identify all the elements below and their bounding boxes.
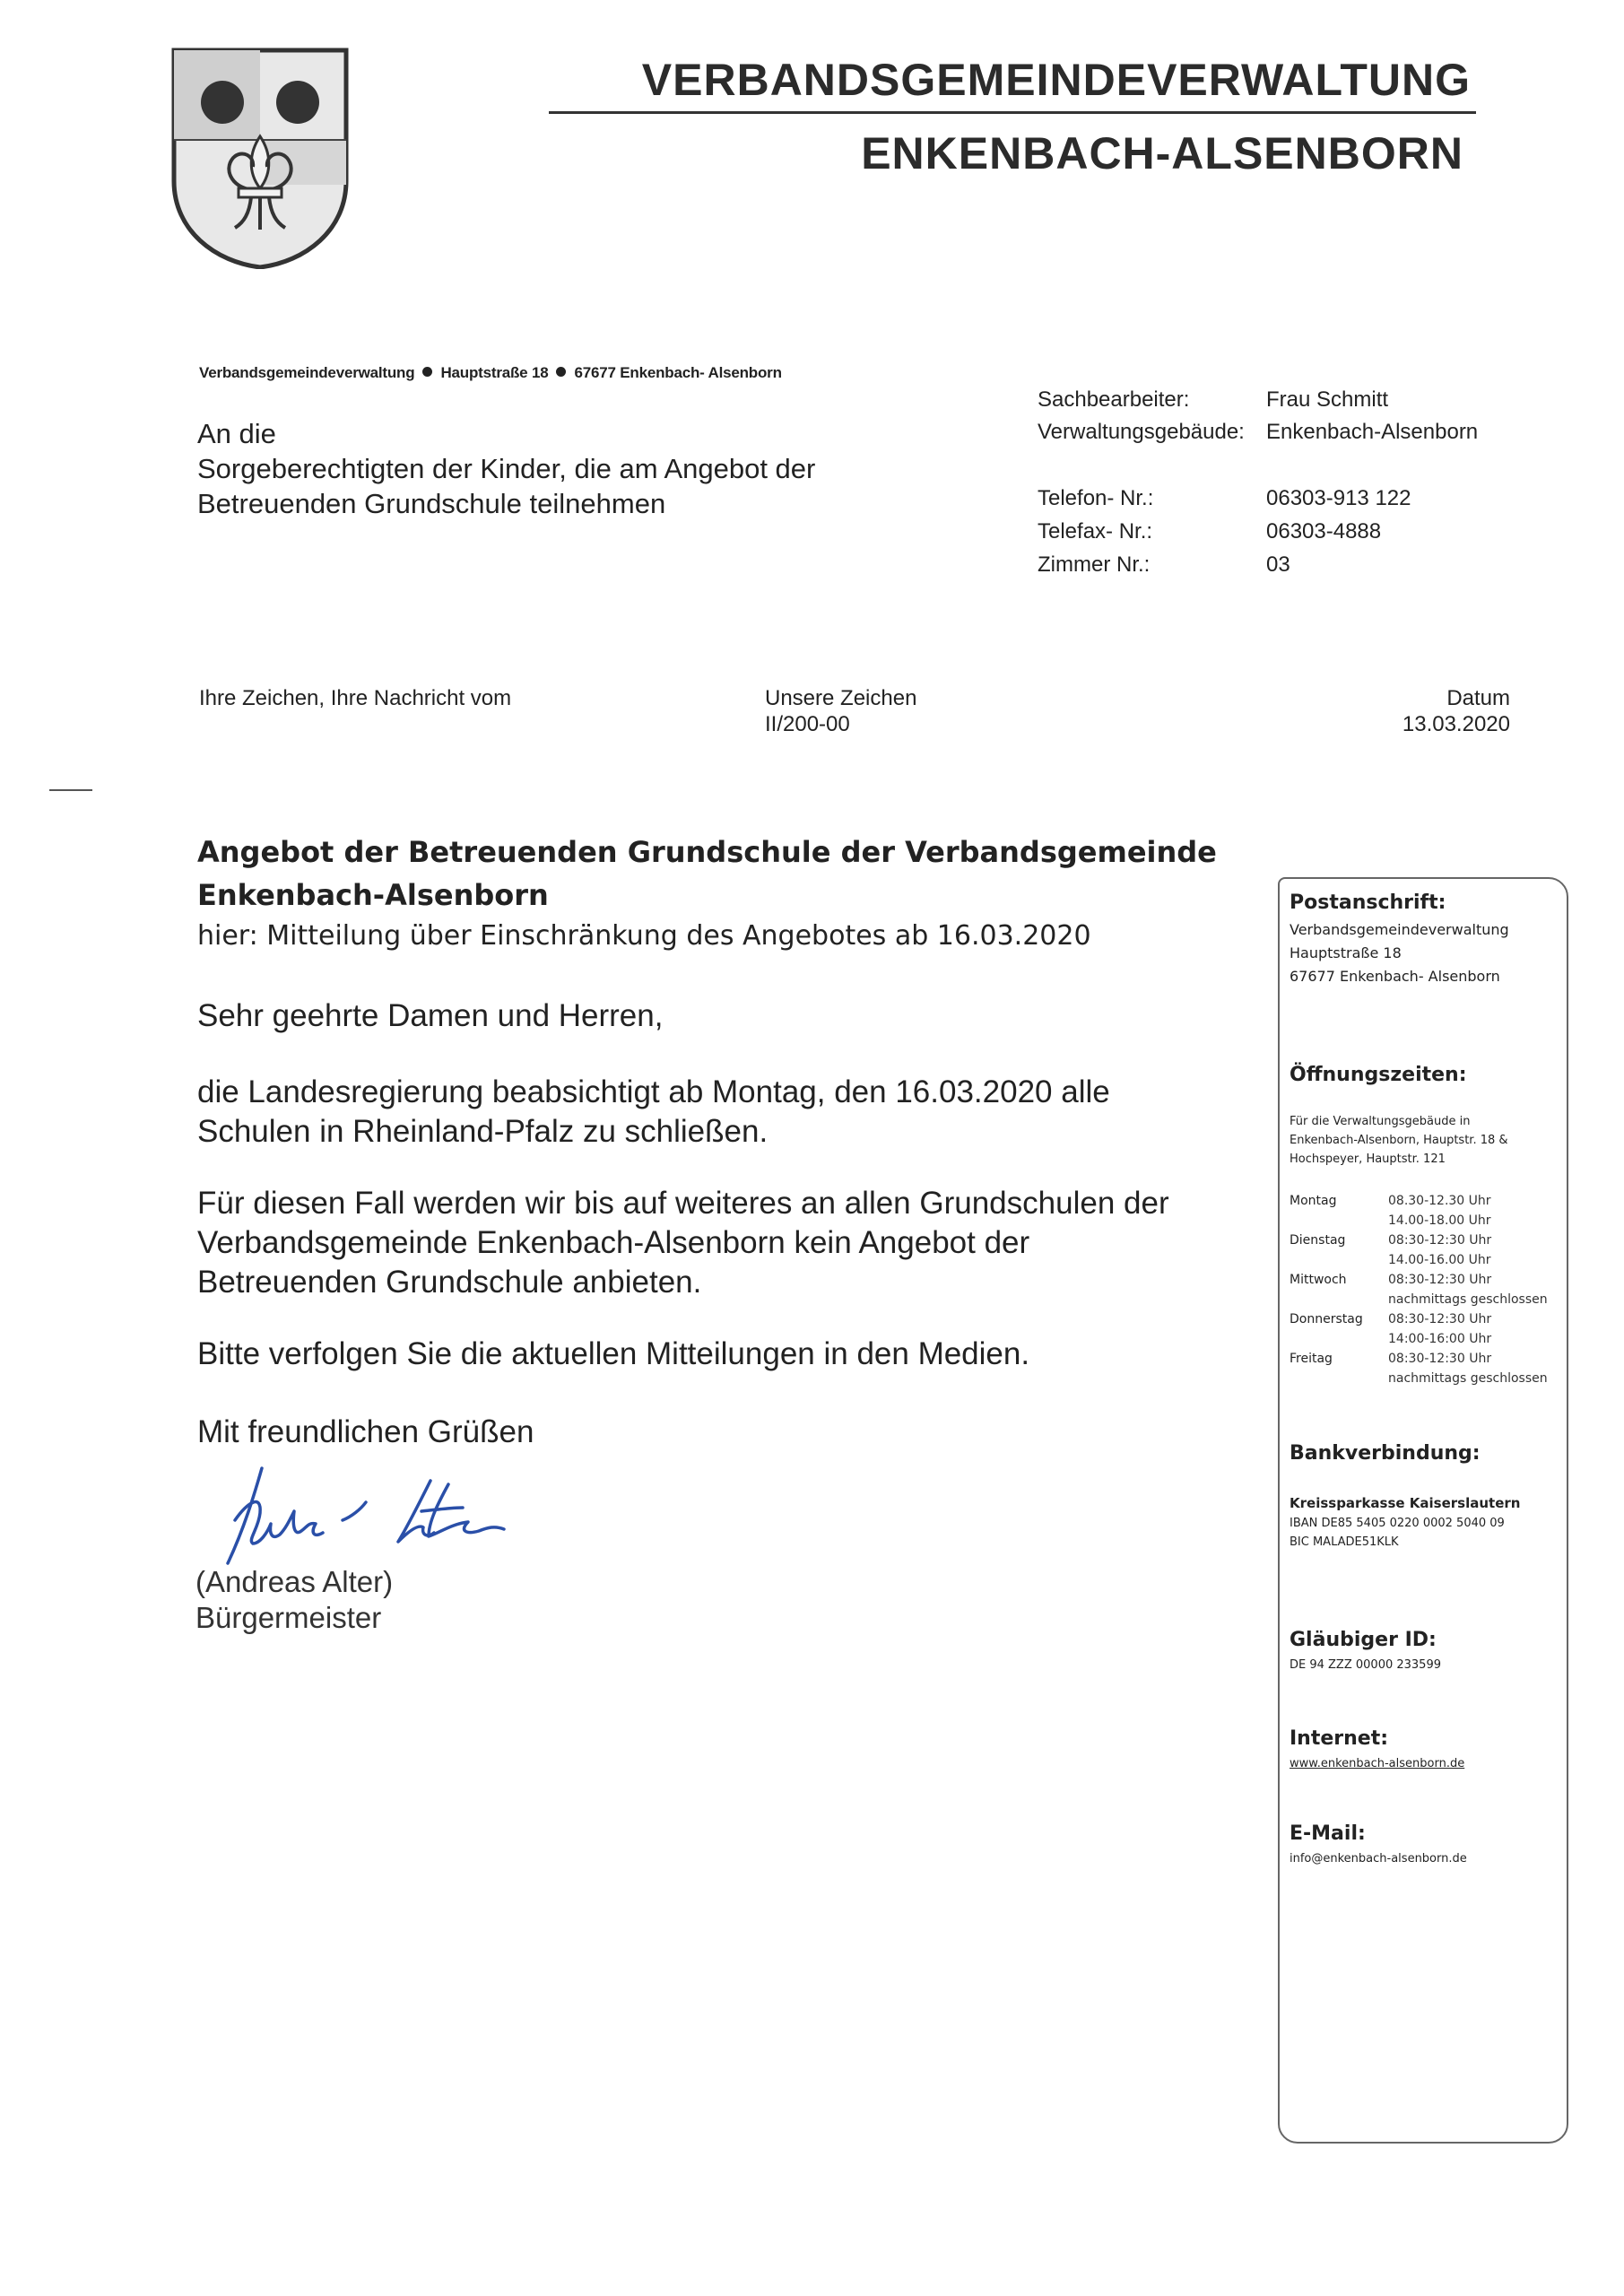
sender-name: Verbandsgemeindeverwaltung — [199, 364, 415, 381]
hours-day: Montag — [1290, 1194, 1337, 1208]
sender-address-line — [199, 364, 782, 382]
recipient-line: An die — [197, 418, 276, 449]
header-rule — [549, 111, 1476, 114]
creditor-id-heading: Gläubiger ID: — [1290, 1629, 1437, 1651]
contact-value: 06303-913 122 — [1266, 486, 1411, 510]
internet-heading: Internet: — [1290, 1727, 1389, 1750]
opening-hours-note: Enkenbach-Alsenborn, Hauptstr. 18 & — [1290, 1134, 1508, 1147]
your-reference-label: Ihre Zeichen, Ihre Nachricht vom — [199, 686, 512, 710]
postal-address-heading: Postanschrift: — [1290, 891, 1446, 914]
contact-label: Verwaltungsgebäude: — [1038, 420, 1245, 444]
contact-value: 06303-4888 — [1266, 519, 1382, 544]
closing: Mit freundlichen Grüßen — [197, 1414, 534, 1449]
bank-name: Kreissparkasse Kaiserslautern — [1290, 1495, 1521, 1511]
opening-hours-heading: Öffnungszeiten: — [1290, 1064, 1467, 1086]
contact-label: Telefax- Nr.: — [1038, 519, 1153, 544]
signer-title: Bürgermeister — [195, 1601, 382, 1634]
contact-label: Sachbearbeiter: — [1038, 387, 1190, 412]
body-paragraph — [197, 1184, 1264, 1302]
body-line: die Landesregierung beabsichtigt ab Montag, den 16.03.2020 alle — [197, 1074, 1110, 1109]
body-line: Verbandsgemeinde Enkenbach-Alsenborn kein Angebot der — [197, 1225, 1030, 1260]
hours-row — [1290, 1309, 1548, 1349]
contact-label: Telefon- Nr.: — [1038, 486, 1154, 510]
our-reference — [765, 685, 916, 737]
our-reference-value: II/200-00 — [765, 712, 850, 736]
hours-time: 08:30-12:30 Uhr — [1388, 1312, 1492, 1326]
bank-heading: Bankverbindung: — [1290, 1442, 1481, 1465]
bullet-icon — [556, 367, 566, 377]
recipient-line: Betreuenden Grundschule teilnehmen — [197, 488, 666, 519]
hours-time: 08:30-12:30 Uhr — [1388, 1352, 1492, 1366]
body-line: Schulen in Rheinland-Pfalz zu schließen. — [197, 1114, 769, 1149]
bank-bic: BIC MALADE51KLK — [1290, 1535, 1399, 1549]
contact-value: Frau Schmitt — [1266, 387, 1389, 412]
hours-row — [1290, 1349, 1548, 1388]
bullet-icon — [422, 367, 432, 377]
postal-address-line: 67677 Enkenbach- Alsenborn — [1290, 968, 1500, 985]
email-address[interactable]: info@enkenbach-alsenborn.de — [1290, 1852, 1467, 1866]
fold-mark — [49, 789, 92, 791]
subject-title-line: Angebot der Betreuenden Grundschule der Verbandsgemeinde — [197, 835, 1217, 869]
body-line: Betreuenden Grundschule anbieten. — [197, 1265, 702, 1300]
signer-name: (Andreas Alter) — [195, 1565, 394, 1598]
contact-value: 03 — [1266, 552, 1290, 577]
our-reference-label: Unsere Zeichen — [765, 686, 917, 710]
date-block — [1255, 685, 1510, 737]
hours-time: nachmittags geschlossen — [1388, 1292, 1548, 1307]
hours-time: 08:30-12:30 Uhr — [1388, 1273, 1492, 1287]
opening-hours-note: Hochspeyer, Hauptstr. 121 — [1290, 1152, 1446, 1166]
hours-day: Freitag — [1290, 1352, 1333, 1366]
hours-day: Mittwoch — [1290, 1273, 1347, 1287]
hours-day: Dienstag — [1290, 1233, 1346, 1248]
creditor-id-value: DE 94 ZZZ 00000 233599 — [1290, 1658, 1441, 1672]
opening-hours-table — [1290, 1191, 1548, 1388]
body-paragraph: Bitte verfolgen Sie die aktuellen Mitteilungen in den Medien. — [197, 1336, 1030, 1371]
website-link[interactable]: www.enkenbach-alsenborn.de — [1290, 1757, 1465, 1770]
coat-of-arms-icon — [170, 47, 350, 269]
recipient-block — [197, 416, 815, 521]
subject-title — [197, 831, 1238, 917]
body-paragraph — [197, 1073, 1264, 1152]
contact-label: Zimmer Nr.: — [1038, 552, 1151, 577]
subject-block — [197, 831, 1238, 956]
hours-time: 14.00-18.00 Uhr — [1388, 1213, 1491, 1228]
email-heading: E-Mail: — [1290, 1822, 1366, 1845]
bank-iban: IBAN DE85 5405 0220 0002 5040 09 — [1290, 1517, 1505, 1530]
hours-time: 14:00-16:00 Uhr — [1388, 1332, 1492, 1346]
salutation: Sehr geehrte Damen und Herren, — [197, 998, 664, 1033]
contact-value: Enkenbach-Alsenborn — [1266, 420, 1479, 444]
sender-city: 67677 Enkenbach- Alsenborn — [574, 364, 782, 381]
hours-row — [1290, 1191, 1548, 1231]
postal-address-line: Verbandsgemeindeverwaltung — [1290, 921, 1509, 938]
org-name-line2: ENKENBACH-ALSENBORN — [861, 128, 1463, 178]
org-name-line1: VERBANDSGEMEINDEVERWALTUNG — [641, 55, 1471, 105]
signature-icon — [208, 1457, 531, 1574]
hours-day: Donnerstag — [1290, 1312, 1363, 1326]
info-sidebar — [1278, 877, 1568, 2144]
body-line: Für diesen Fall werden wir bis auf weiteres an allen Grundschulen der — [197, 1186, 1169, 1221]
hours-time: 08:30-12:30 Uhr — [1388, 1233, 1492, 1248]
signer-block — [195, 1564, 393, 1636]
hours-row — [1290, 1270, 1548, 1309]
date-value: 13.03.2020 — [1402, 712, 1510, 736]
hours-time: 08.30-12.30 Uhr — [1388, 1194, 1491, 1208]
date-label: Datum — [1446, 686, 1510, 710]
subject-title-line: Enkenbach-Alsenborn — [197, 878, 549, 912]
recipient-line: Sorgeberechtigten der Kinder, die am Angebot der — [197, 453, 816, 484]
hours-row — [1290, 1231, 1548, 1270]
hours-time: nachmittags geschlossen — [1388, 1371, 1548, 1386]
hours-time: 14.00-16.00 Uhr — [1388, 1253, 1491, 1267]
sender-street: Hauptstraße 18 — [440, 364, 549, 381]
opening-hours-note: Für die Verwaltungsgebäude in — [1290, 1115, 1471, 1128]
postal-address-line: Hauptstraße 18 — [1290, 944, 1402, 961]
subject-subtitle: hier: Mitteilung über Einschränkung des Angebotes ab 16.03.2020 — [197, 920, 1091, 952]
